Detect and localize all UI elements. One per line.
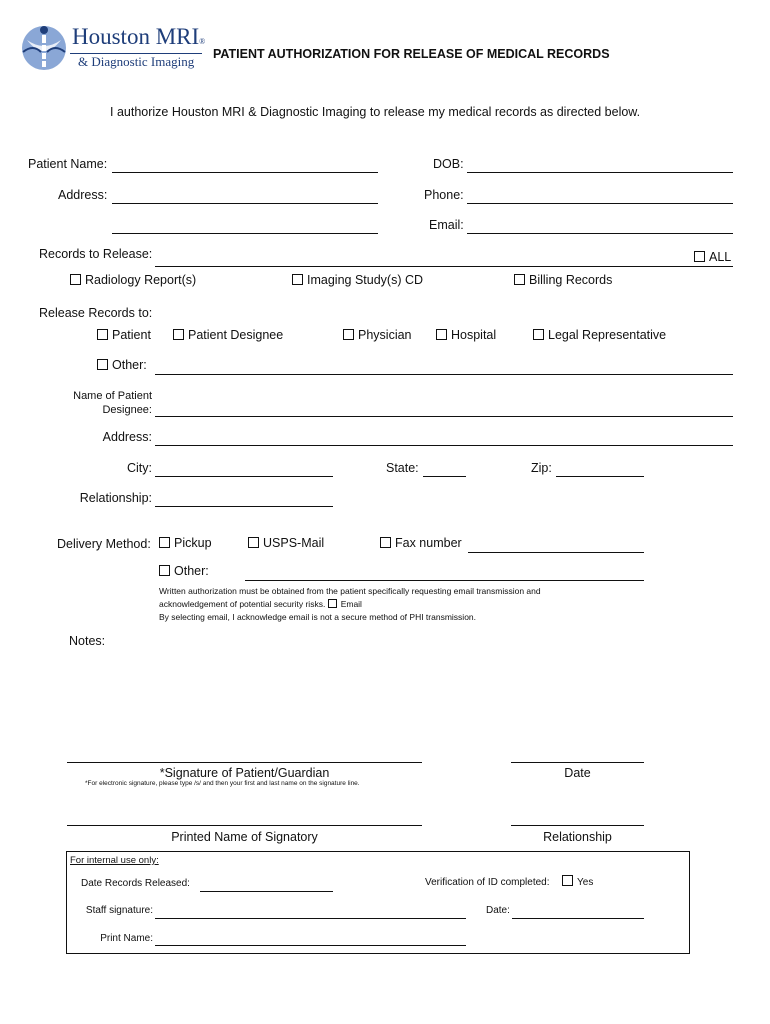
- intro-text: I authorize Houston MRI & Diagnostic Imaging to release my medical records as directed below.: [110, 105, 641, 119]
- designee-name-field[interactable]: [155, 416, 733, 417]
- release-legal-label: Legal Representative: [548, 328, 667, 342]
- checkbox-icon: [159, 565, 170, 576]
- designee-name-label: [40, 389, 152, 417]
- verification-yes-checkbox[interactable]: [562, 875, 593, 888]
- release-hospital-label: Hospital: [451, 328, 497, 342]
- checkbox-icon: [70, 274, 81, 285]
- staff-signature-label: Staff signature:: [85, 905, 153, 916]
- delivery-fax-label: Fax number: [395, 536, 462, 550]
- checkbox-icon: [173, 329, 184, 340]
- release-patient-label: Patient: [112, 328, 151, 342]
- checkbox-icon: [97, 359, 108, 370]
- signature-label: *Signature of Patient/Guardian: [159, 766, 330, 780]
- printed-name-label: Printed Name of Signatory: [171, 830, 318, 844]
- delivery-usps-label: USPS-Mail: [263, 536, 325, 550]
- signature-hint: *For electronic signature, please type /s/ and then your first and last name on the signature line.: [85, 780, 360, 787]
- signature-field[interactable]: [67, 762, 422, 763]
- release-other-field[interactable]: [155, 374, 733, 375]
- logo-subtitle: & Diagnostic Imaging: [78, 54, 195, 69]
- relationship-label: Relationship:: [79, 491, 152, 505]
- patient-name-field[interactable]: [112, 172, 378, 173]
- dob-label: DOB:: [433, 157, 464, 171]
- patient-name-label: Patient Name:: [28, 157, 108, 171]
- records-all-label: ALL: [709, 250, 732, 264]
- logo-divider: [70, 53, 202, 54]
- internal-date-field[interactable]: [512, 918, 644, 919]
- delivery-fax-checkbox[interactable]: [380, 536, 462, 550]
- radiology-report-checkbox[interactable]: [70, 273, 196, 287]
- checkbox-icon: [328, 599, 337, 608]
- checkbox-icon: [380, 537, 391, 548]
- phone-label: Phone:: [424, 188, 464, 202]
- logo-registered-mark: ®: [199, 37, 206, 46]
- form-title: PATIENT AUTHORIZATION FOR RELEASE OF MEDICAL RECORDS: [213, 47, 610, 61]
- delivery-usps-checkbox[interactable]: [248, 536, 324, 550]
- city-field[interactable]: [155, 476, 333, 477]
- delivery-pickup-label: Pickup: [174, 536, 212, 550]
- state-field[interactable]: [423, 476, 466, 477]
- records-label: Records to Release:: [39, 247, 153, 261]
- checkbox-icon: [533, 329, 544, 340]
- billing-records-label: Billing Records: [529, 273, 613, 287]
- designee-name-label-line1: Name of Patient: [73, 390, 152, 402]
- signature-date-field[interactable]: [511, 762, 644, 763]
- release-physician-checkbox[interactable]: [343, 328, 412, 342]
- delivery-label: Delivery Method:: [57, 537, 151, 551]
- checkbox-icon: [343, 329, 354, 340]
- logo-emblem-icon: [21, 22, 67, 74]
- email-note-line2: [159, 599, 362, 609]
- email-field[interactable]: [467, 233, 733, 234]
- internal-use-heading: For internal use only:: [70, 855, 159, 866]
- notes-label: Notes:: [69, 634, 106, 648]
- date-released-field[interactable]: [200, 891, 333, 892]
- email-note-line1: Written authorization must be obtained from the patient specifically requesting email transmission and: [159, 586, 541, 596]
- checkbox-icon: [694, 251, 705, 262]
- state-label: State:: [386, 461, 419, 475]
- relationship-field[interactable]: [155, 506, 333, 507]
- printed-name-field[interactable]: [67, 825, 422, 826]
- email-label: Email:: [429, 218, 464, 232]
- release-hospital-checkbox[interactable]: [436, 328, 496, 342]
- delivery-pickup-checkbox[interactable]: [159, 536, 212, 550]
- delivery-other-checkbox[interactable]: [159, 564, 209, 578]
- zip-field[interactable]: [556, 476, 644, 477]
- release-patient-checkbox[interactable]: [97, 328, 151, 342]
- email-note-text: acknowledgement of potential security risks.: [159, 599, 326, 609]
- phone-field[interactable]: [467, 203, 733, 204]
- release-other-label: Other:: [112, 358, 147, 372]
- radiology-report-label: Radiology Report(s): [85, 273, 197, 287]
- designee-name-label-line2: Designee:: [102, 404, 152, 416]
- signatory-relationship-label: Relationship: [543, 830, 612, 844]
- print-name-field[interactable]: [155, 945, 466, 946]
- date-released-label: Date Records Released:: [81, 878, 190, 889]
- address-label: Address:: [58, 188, 108, 202]
- checkbox-icon: [562, 875, 573, 886]
- logo-name: Houston MRI®: [72, 24, 206, 49]
- records-divider: [155, 266, 733, 267]
- print-name-label: Print Name:: [100, 933, 153, 944]
- address-field-1[interactable]: [112, 203, 378, 204]
- verification-yes-label: Yes: [577, 877, 594, 888]
- checkbox-icon: [292, 274, 303, 285]
- checkbox-icon: [159, 537, 170, 548]
- checkbox-icon: [436, 329, 447, 340]
- signatory-relationship-field[interactable]: [511, 825, 644, 826]
- city-label: City:: [127, 461, 152, 475]
- release-physician-label: Physician: [358, 328, 412, 342]
- release-other-checkbox[interactable]: [97, 358, 147, 372]
- release-label: Release Records to:: [39, 306, 153, 320]
- internal-date-label: Date:: [486, 905, 510, 916]
- fax-number-field[interactable]: [468, 552, 644, 553]
- dob-field[interactable]: [467, 172, 733, 173]
- imaging-study-checkbox[interactable]: [292, 273, 423, 287]
- delivery-email-checkbox[interactable]: [328, 599, 362, 609]
- delivery-email-label: Email: [340, 599, 362, 609]
- release-legal-checkbox[interactable]: [533, 328, 666, 342]
- zip-label: Zip:: [531, 461, 552, 475]
- designee-address-field[interactable]: [155, 445, 733, 446]
- delivery-other-field[interactable]: [245, 580, 644, 581]
- designee-address-label: Address:: [102, 430, 152, 444]
- delivery-other-label: Other:: [174, 564, 209, 578]
- release-designee-label: Patient Designee: [188, 328, 284, 342]
- notes-area[interactable]: [110, 632, 730, 742]
- signature-date-label: Date: [564, 766, 591, 780]
- billing-records-checkbox[interactable]: [514, 273, 612, 287]
- records-all-checkbox[interactable]: [694, 250, 731, 264]
- staff-signature-field[interactable]: [155, 918, 466, 919]
- checkbox-icon: [97, 329, 108, 340]
- verification-label: Verification of ID completed:: [425, 877, 550, 888]
- imaging-study-label: Imaging Study(s) CD: [307, 273, 424, 287]
- checkbox-icon: [248, 537, 259, 548]
- address-field-2[interactable]: [112, 233, 378, 234]
- release-designee-checkbox[interactable]: [173, 328, 283, 342]
- internal-use-box: [66, 851, 690, 954]
- email-note-line3: By selecting email, I acknowledge email is not a secure method of PHI transmission.: [159, 612, 477, 622]
- checkbox-icon: [514, 274, 525, 285]
